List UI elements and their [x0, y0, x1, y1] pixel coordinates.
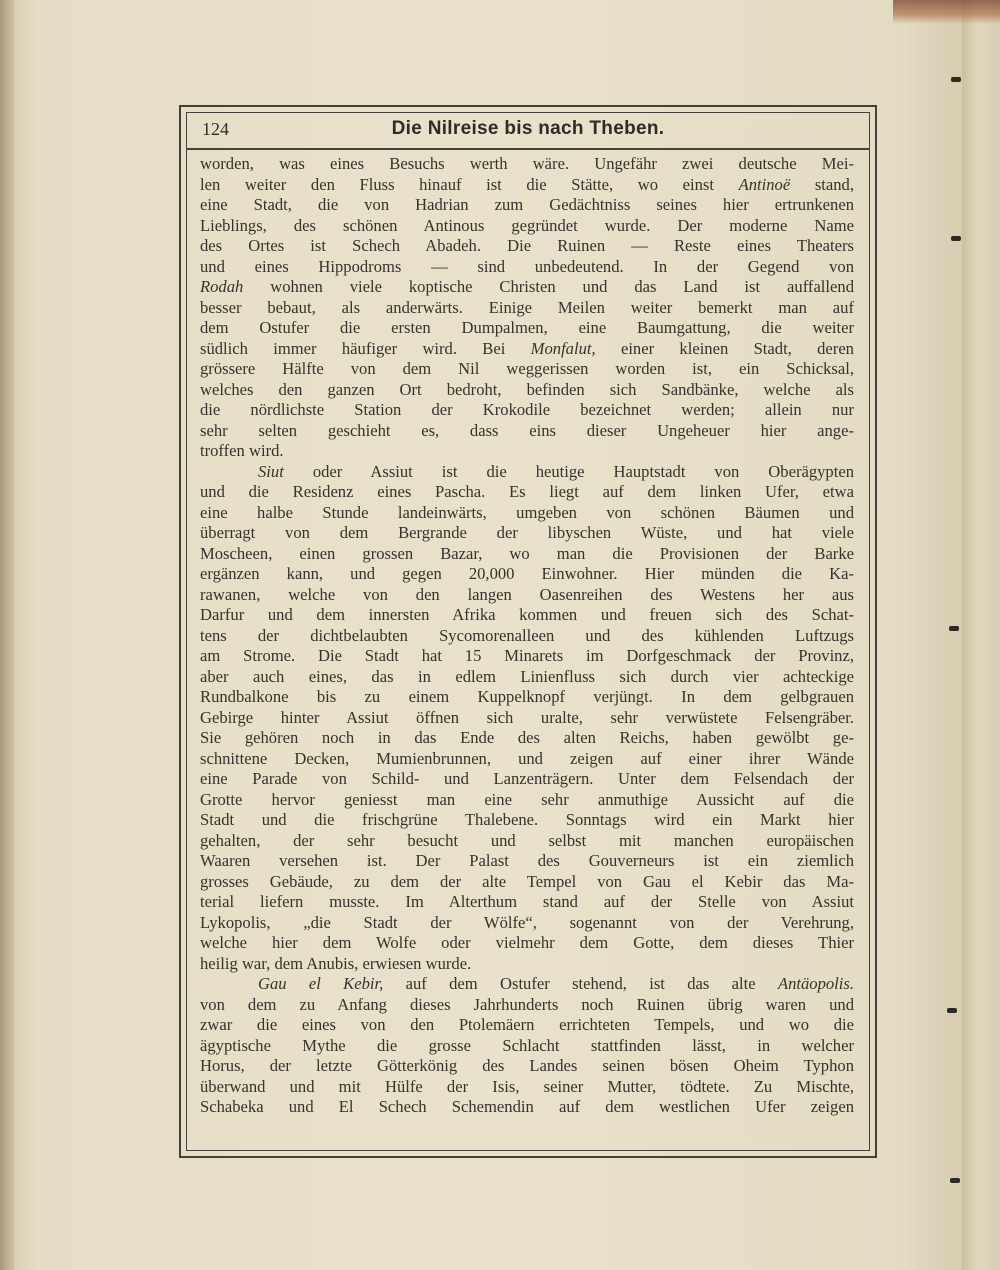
text-line — [200, 708, 854, 729]
text-line — [200, 482, 854, 503]
page-number: 124 — [202, 119, 229, 139]
text-segment: die nördlichste Station der Krokodile bezeichnet werden; allein nur — [200, 400, 854, 419]
text-line — [200, 216, 854, 237]
text-segment: Rundbalkone bis zu einem Kuppelknopf verjüngt. In dem gelbgrauen — [200, 687, 854, 706]
text-segment: wohnen viele koptische Christen und das Land ist auffallend — [243, 277, 854, 296]
text-segment: überwand und mit Hülfe der Isis, seiner Mutter, tödtete. Zu Mischte, — [200, 1076, 854, 1096]
text-segment: troffen wird. — [200, 441, 284, 460]
text-line — [200, 523, 854, 544]
text-line — [200, 892, 854, 913]
text-line — [200, 1097, 854, 1118]
adjacent-page-edge — [962, 0, 1000, 1270]
text-segment: heilig war, dem Anubis, erwiesen wurde. — [200, 953, 472, 973]
text-segment: stand, — [790, 174, 854, 194]
text-line — [200, 872, 854, 893]
text-segment: des Ortes ist Schech Abadeh. Die Ruinen — Reste eines Theaters — [200, 236, 854, 255]
text-line — [200, 175, 854, 196]
text-line — [200, 154, 854, 175]
text-line — [200, 974, 854, 995]
text-segment: Grotte hervor geniesst man eine sehr anmuthige Aussicht auf die — [200, 789, 854, 809]
italic-place-name: Antinoë — [738, 174, 791, 194]
text-segment: Darfur und dem innersten Afrika kommen und freuen sich des Schat- — [200, 605, 854, 624]
text-line — [200, 728, 854, 749]
text-line — [200, 605, 854, 626]
text-line — [200, 913, 854, 934]
text-line — [200, 318, 854, 339]
text-line — [200, 667, 854, 688]
text-line — [200, 298, 854, 319]
margin-mark — [951, 236, 961, 241]
text-line — [200, 769, 854, 790]
body-text — [200, 154, 854, 1118]
text-segment: schnittene Decken, Mumienbrunnen, und zeigen auf einer ihrer Wände — [200, 748, 854, 768]
italic-place-name: Rodah — [200, 277, 244, 296]
bookmark-ribbon — [893, 0, 1000, 24]
text-segment: sehr selten geschieht es, dass eins dieser Ungeheuer hier ange- — [200, 420, 854, 440]
text-segment: Waaren versehen ist. Der Palast des Gouverneurs ist ein ziemlich — [200, 851, 854, 870]
text-segment: oder Assiut ist die heutige Hauptstadt von Oberägypten — [283, 461, 854, 481]
text-segment: terial liefern musste. Im Alterthum stand auf der Stelle von Assiut — [200, 892, 854, 911]
text-line — [200, 810, 854, 831]
text-line — [200, 1077, 854, 1098]
italic-place-name: Siut — [258, 461, 284, 481]
text-line — [200, 995, 854, 1016]
text-segment: besser bebaut, als anderwärts. Einige Meilen weiter bemerkt man auf — [200, 297, 854, 317]
text-line — [200, 831, 854, 852]
text-line — [200, 400, 854, 421]
text-line — [200, 954, 854, 975]
running-title: Die Nilreise bis nach Theben. — [391, 118, 665, 139]
text-segment: ägyptische Mythe die grosse Schlacht stattfinden lässt, in welcher — [200, 1035, 854, 1055]
text-line — [200, 359, 854, 380]
text-segment: am Strome. Die Stadt hat 15 Minarets im Dorfgeschmack der Provinz, — [200, 646, 854, 665]
margin-mark — [947, 1008, 957, 1013]
text-segment: und eines Hippodroms — sind unbedeutend. In der Gegend von — [200, 256, 854, 276]
text-segment: und die Residenz eines Pascha. Es liegt auf dem linken Ufer, etwa — [200, 482, 854, 501]
text-line — [200, 585, 854, 606]
text-segment: eine Parade von Schild- und Lanzenträgern. Unter dem Felsendach der — [200, 769, 854, 788]
header-rule — [186, 148, 870, 150]
text-line — [200, 687, 854, 708]
margin-mark — [950, 1178, 960, 1183]
text-segment: südlich immer häufiger wird. Bei — [200, 338, 531, 358]
text-line — [200, 339, 854, 360]
text-segment: Schabeka und El Schech Schemendin auf dem westlichen Ufer zeigen — [200, 1097, 854, 1116]
text-line — [200, 626, 854, 647]
text-line — [200, 749, 854, 770]
text-segment: tens der dichtbelaubten Sycomorenalleen und des kühlenden Luftzugs — [200, 625, 854, 645]
text-segment: gehalten, der sehr besucht und selbst mit manchen europäischen — [200, 830, 854, 850]
text-line — [200, 544, 854, 565]
text-segment: von dem zu Anfang dieses Jahrhunderts noch Ruinen übrig waren und — [200, 994, 854, 1014]
italic-place-name: Gau el Kebir, — [258, 974, 384, 993]
text-segment: rawanen, welche von den langen Oasenreihen des Westens her aus — [200, 584, 854, 604]
text-line — [200, 462, 854, 483]
text-line — [200, 564, 854, 585]
text-segment: Lykopolis, „die Stadt der Wölfe“, sogenannt von der Verehrung, — [200, 912, 854, 932]
text-line — [200, 195, 854, 216]
text-line — [200, 257, 854, 278]
text-line — [200, 503, 854, 524]
text-segment: Gebirge hinter Assiut öffnen sich uralte, sehr verwüstete Felsengräber. — [200, 707, 854, 727]
text-segment: Horus, der letzte Götterkönig des Landes seinen bösen Oheim Typhon — [200, 1056, 854, 1075]
text-line — [200, 441, 854, 462]
italic-place-name: Monfalut, — [530, 338, 596, 358]
text-segment: welches den ganzen Ort bedroht, befinden sich Sandbänke, welche als — [200, 379, 854, 399]
text-segment: welche hier dem Wolfe oder vielmehr dem Gotte, dem dieses Thier — [200, 933, 854, 952]
text-segment: einer kleinen Stadt, deren — [595, 338, 854, 358]
text-segment: Stadt und die frischgrüne Thalebene. Sonntags wird ein Markt hier — [200, 810, 854, 829]
text-segment: zwar die eines von den Ptolemäern errichteten Tempels, und wo die — [200, 1015, 854, 1034]
text-segment: dem Ostufer die ersten Dumpalmen, eine Baumgattung, die weiter — [200, 318, 854, 337]
text-line — [200, 646, 854, 667]
text-segment: eine Stadt, die von Hadrian zum Gedächtniss seines hier ertrunkenen — [200, 195, 854, 214]
text-segment: eine halbe Stunde landeinwärts, umgeben von schönen Bäumen und — [200, 502, 854, 522]
text-segment: grosses Gebäude, zu dem der alte Tempel von Gau el Kebir das Ma- — [200, 871, 854, 891]
text-line — [200, 277, 854, 298]
italic-place-name: Antäopolis. — [777, 974, 854, 993]
text-segment: len weiter den Fluss hinauf ist die Stätte, wo einst — [200, 174, 739, 194]
text-segment: worden, was eines Besuchs werth wäre. Ungefähr zwei deutsche Mei- — [200, 154, 854, 173]
margin-mark — [949, 626, 959, 631]
text-segment: überragt von dem Bergrande der libyschen Wüste, und hat viele — [200, 523, 854, 542]
text-segment: Sie gehören noch in das Ende des alten Reichs, haben gewölbt ge- — [200, 728, 854, 747]
text-segment: Lieblings, des schönen Antinous gegründet wurde. Der moderne Name — [200, 215, 854, 235]
text-segment: auf dem Ostufer stehend, ist das alte — [383, 974, 778, 993]
text-segment: aber auch eines, das in edlem Linienfluss sich durch vier achteckige — [200, 666, 854, 686]
text-line — [200, 380, 854, 401]
text-segment: ergänzen kann, und gegen 20,000 Einwohner. Hier münden die Ka- — [200, 564, 854, 583]
text-line — [200, 236, 854, 257]
text-line — [200, 421, 854, 442]
text-line — [200, 851, 854, 872]
text-line — [200, 790, 854, 811]
text-line — [200, 1036, 854, 1057]
margin-mark — [951, 77, 961, 82]
text-line — [200, 933, 854, 954]
text-segment: Moscheen, einen grossen Bazar, wo man die Provisionen der Barke — [200, 543, 854, 563]
text-line — [200, 1056, 854, 1077]
text-segment: grössere Hälfte von dem Nil weggerissen worden ist, ein Schicksal, — [200, 359, 854, 378]
text-line — [200, 1015, 854, 1036]
